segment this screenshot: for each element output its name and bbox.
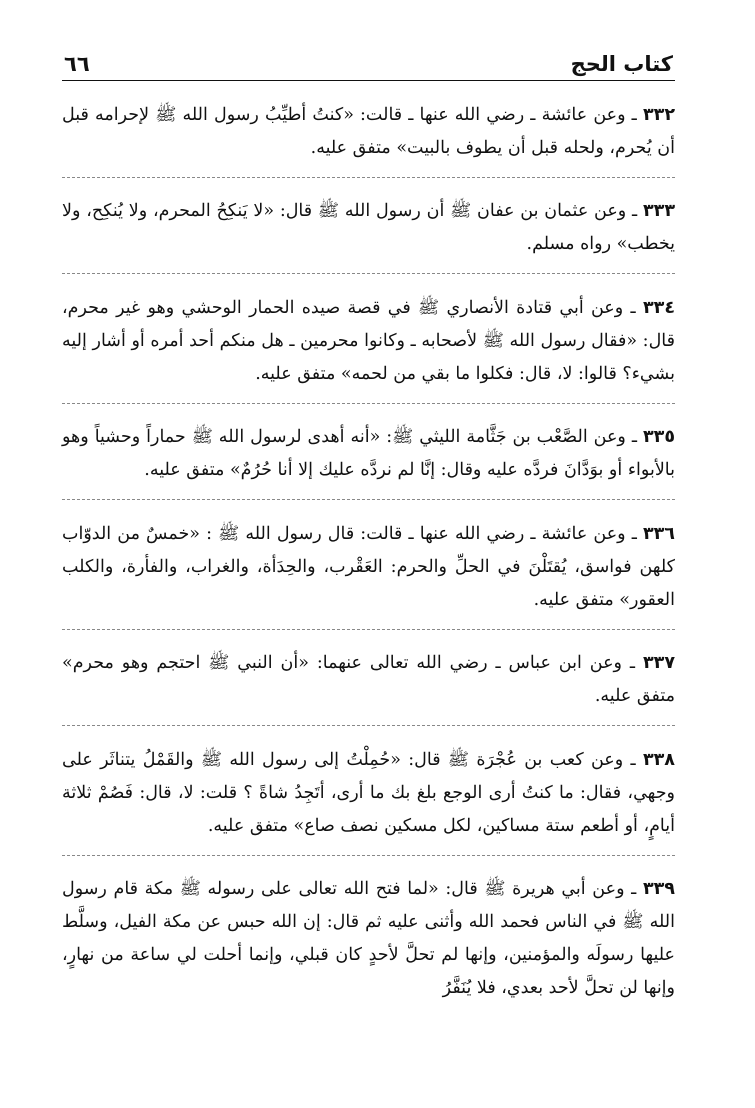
hadith-text: ـ وعن عثمان بن عفان ﷺ أن رسول الله ﷺ قال: «لا يَنكِحُ المحرم، ولا يُنكِح، ولا يخطب» رواه مسلم.: [62, 201, 675, 254]
hadith-paragraph: [62, 518, 675, 630]
hadith-text: ـ وعن أبي هريرة ﷺ قال: «لما فتح الله تعالى على رسوله ﷺ مكة قام رسول الله ﷺ في الناس فحمد الله وأثنى عليه ثم قال: إن الله حبس عن مكة الفيل، وسلَّط عليها رسولَه والمؤمنين، وإنها لم تحلَّ لأحدٍ كان قبلي، وإنما أحلت لي ساعة من نهارٍ، وإنها لن تحلَّ لأحد بعدي، فلا يُنَفَّرُ: [62, 879, 675, 998]
hadith-number: ٣٣٤: [642, 297, 675, 318]
hadith-number: ٣٣٥: [642, 427, 675, 447]
hadith-paragraph: [62, 744, 675, 856]
hadith-number: ٣٣٣: [642, 201, 675, 221]
hadith-paragraph: [62, 99, 675, 178]
hadith-list: [62, 99, 675, 1018]
page-number: ٦٦: [64, 52, 90, 76]
hadith-paragraph: [62, 647, 675, 726]
hadith-paragraph: [62, 421, 675, 500]
hadith-text: ـ وعن عائشة ـ رضي الله عنها ـ قالت: «كنتُ أطيِّبُ رسول الله ﷺ لإحرامه قبل أن يُحرم، ولحله قبل أن يطوف بالبيت» متفق عليه.: [62, 104, 675, 158]
hadith-text: ـ وعن أبي قتادة الأنصاري ﷺ في قصة صيده الحمار الوحشي وهو غير محرم، قال: «فقال رسول الله ﷺ لأصحابه ـ وكانوا محرمين ـ هل منكم أحد أمره أو أشار إليه بشيء؟ قالوا: لا، قال: فكلوا ما بقي من لحمه» متفق عليه.: [62, 297, 675, 384]
hadith-number: ٣٣٨: [642, 749, 675, 770]
hadith-number: ٣٣٦: [642, 523, 675, 544]
hadith-text: ـ وعن عائشة ـ رضي الله عنها ـ قالت: قال رسول الله ﷺ : «خمسٌ من الدوّاب كلهن فواسق، يُقتَلْنَ في الحلِّ والحرم: العَقْرب، والحِدَأة، والغراب، والفأرة، والكلب العقور» متفق عليه.: [62, 523, 675, 610]
hadith-number: ٣٣٢: [642, 104, 675, 125]
hadith-text: ـ وعن الصَّعْب بن جَثَّامة الليثي ﷺ: «أنه أهدى لرسول الله ﷺ حماراً وحشياً وهو بالأبواء أو بوَدَّانَ فردَّه عليه وقال: إنَّا لم نردَّه عليك إلا أنا حُرُمٌ» متفق عليه.: [62, 427, 675, 480]
hadith-number: ٣٣٧: [642, 653, 675, 673]
hadith-paragraph: [62, 292, 675, 404]
hadith-text: ـ وعن ابن عباس ـ رضي الله تعالى عنهما: «أن النبي ﷺ احتجم وهو محرم» متفق عليه.: [62, 653, 675, 706]
book-page: [62, 40, 675, 1068]
hadith-paragraph: [62, 873, 675, 1017]
hadith-paragraph: [62, 195, 675, 274]
hadith-number: ٣٣٩: [642, 879, 675, 899]
book-title: كتاب الحج: [570, 52, 673, 76]
page-header: [62, 40, 675, 81]
hadith-text: ـ وعن كعب بن عُجْرَة ﷺ قال: «حُمِلْتُ إلى رسول الله ﷺ والقَمْلُ يتناثَر على وجهي، فقال: ما كنتُ أرى الوجع بلغ بك ما أرى، أتَجِدُ شاةً ؟ قلت: لا، قال: فَصُمْ ثلاثة أيامٍ، أو أطعم ستة مساكين، لكل مسكين نصف صاع» متفق عليه.: [62, 749, 675, 836]
